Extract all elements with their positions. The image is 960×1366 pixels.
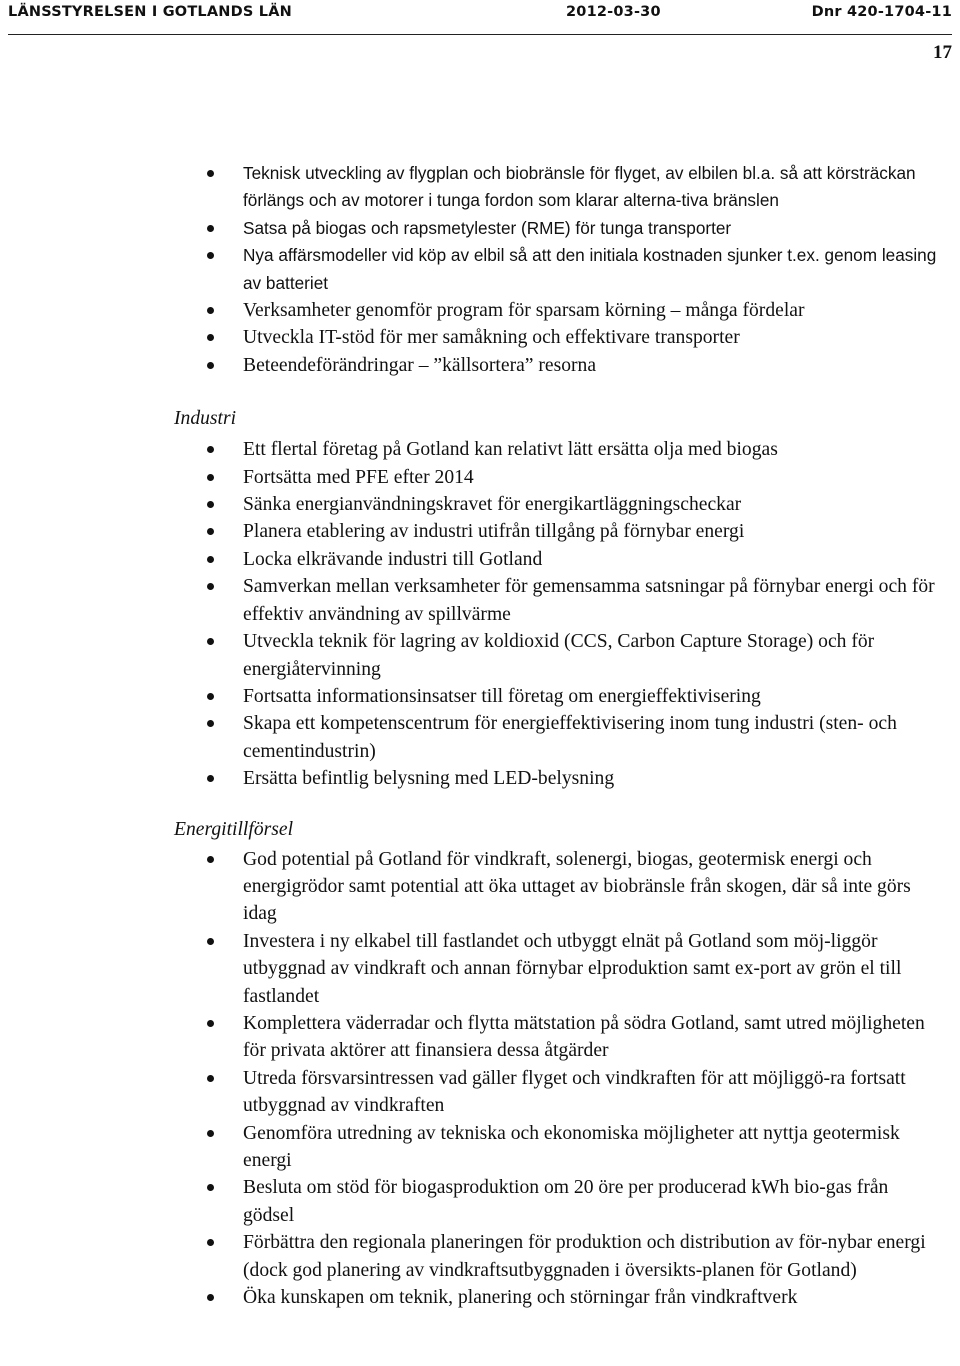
section-heading-industri: Industri: [174, 408, 237, 430]
list-item: Samverkan mellan verksamheter för gemensamma satsningar på förnybar energi och för effektiv användning av spillvärme: [174, 573, 942, 628]
list-item: Ett flertal företag på Gotland kan relativt lätt ersätta olja med biogas: [174, 436, 942, 463]
list-item: Fortsätta med PFE efter 2014: [174, 464, 942, 491]
list-item: Öka kunskapen om teknik, planering och störningar från vindkraftverk: [174, 1284, 942, 1311]
document-body: [174, 160, 942, 1311]
header-date: 2012-03-30: [566, 4, 661, 20]
list-item: Satsa på biogas och rapsmetylester (RME) för tunga transporter: [174, 215, 942, 242]
list-item: Förbättra den regionala planeringen för produktion och distribution av för-nybar energi (dock god planering av vindkraftsutbyggnaden i översikts-planen för Gotland): [174, 1229, 942, 1284]
list-item: Verksamheter genomför program för sparsam körning – många fördelar: [174, 297, 942, 324]
transport-list-continued: [174, 297, 942, 379]
list-item: Utveckla IT-stöd för mer samåkning och effektivare transporter: [174, 324, 942, 351]
list-item: Investera i ny elkabel till fastlandet och utbyggt elnät på Gotland som möj-liggör utbyggnad av vindkraft och annan förnybar elproduktion samt ex-port av grön el till fastlandet: [174, 928, 942, 1010]
list-item: Genomföra utredning av tekniska och ekonomiska möjligheter att nyttja geotermisk energi: [174, 1120, 942, 1175]
page-header: [8, 0, 952, 35]
list-item: Fortsatta informationsinsatser till företag om energieffektivisering: [174, 683, 942, 710]
list-item: God potential på Gotland för vindkraft, solenergi, biogas, geotermisk energi och energigrödor samt potential att öka uttaget av biobränsle från skogen, där så inte görs idag: [174, 846, 942, 928]
list-item: Sänka energianvändningskravet för energikartläggningscheckar: [174, 491, 942, 518]
header-diary-number: Dnr 420-1704-11: [811, 4, 952, 20]
list-item: Planera etablering av industri utifrån tillgång på förnybar energi: [174, 518, 942, 545]
page-number: 17: [933, 42, 952, 63]
list-item: Teknisk utveckling av flygplan och biobränsle för flyget, av elbilen bl.a. så att körsträckan förlängs och av motorer i tunga fordon som klarar alterna-tiva bränslen: [174, 160, 942, 215]
list-item: Locka elkrävande industri till Gotland: [174, 546, 942, 573]
section-heading-energitillforsel: Energitillförsel: [174, 818, 294, 840]
list-item: Skapa ett kompetenscentrum för energieffektivisering inom tung industri (sten- och cementindustrin): [174, 710, 942, 765]
list-item: Komplettera väderradar och flytta mätstation på södra Gotland, samt utred möjligheten för privata aktörer att finansiera dessa åtgärder: [174, 1010, 942, 1065]
industri-list: [174, 436, 942, 792]
list-item: Nya affärsmodeller vid köp av elbil så att den initiala kostnaden sjunker t.ex. genom leasing av batteriet: [174, 242, 942, 297]
transport-list: [174, 160, 942, 297]
list-item: Utreda försvarsintressen vad gäller flyget och vindkraften för att möjliggö-ra fortsatt utbyggnad av vindkraften: [174, 1065, 942, 1120]
list-item: Besluta om stöd för biogasproduktion om 20 öre per producerad kWh bio-gas från gödsel: [174, 1174, 942, 1229]
list-item: Utveckla teknik för lagring av koldioxid (CCS, Carbon Capture Storage) och för energiåtervinning: [174, 628, 942, 683]
energitillforsel-list: [174, 846, 942, 1312]
list-item: Beteendeförändringar – ”källsortera” resorna: [174, 352, 942, 379]
header-organization: LÄNSSTYRELSEN I GOTLANDS LÄN: [8, 4, 292, 20]
list-item: Ersätta befintlig belysning med LED-belysning: [174, 765, 942, 792]
